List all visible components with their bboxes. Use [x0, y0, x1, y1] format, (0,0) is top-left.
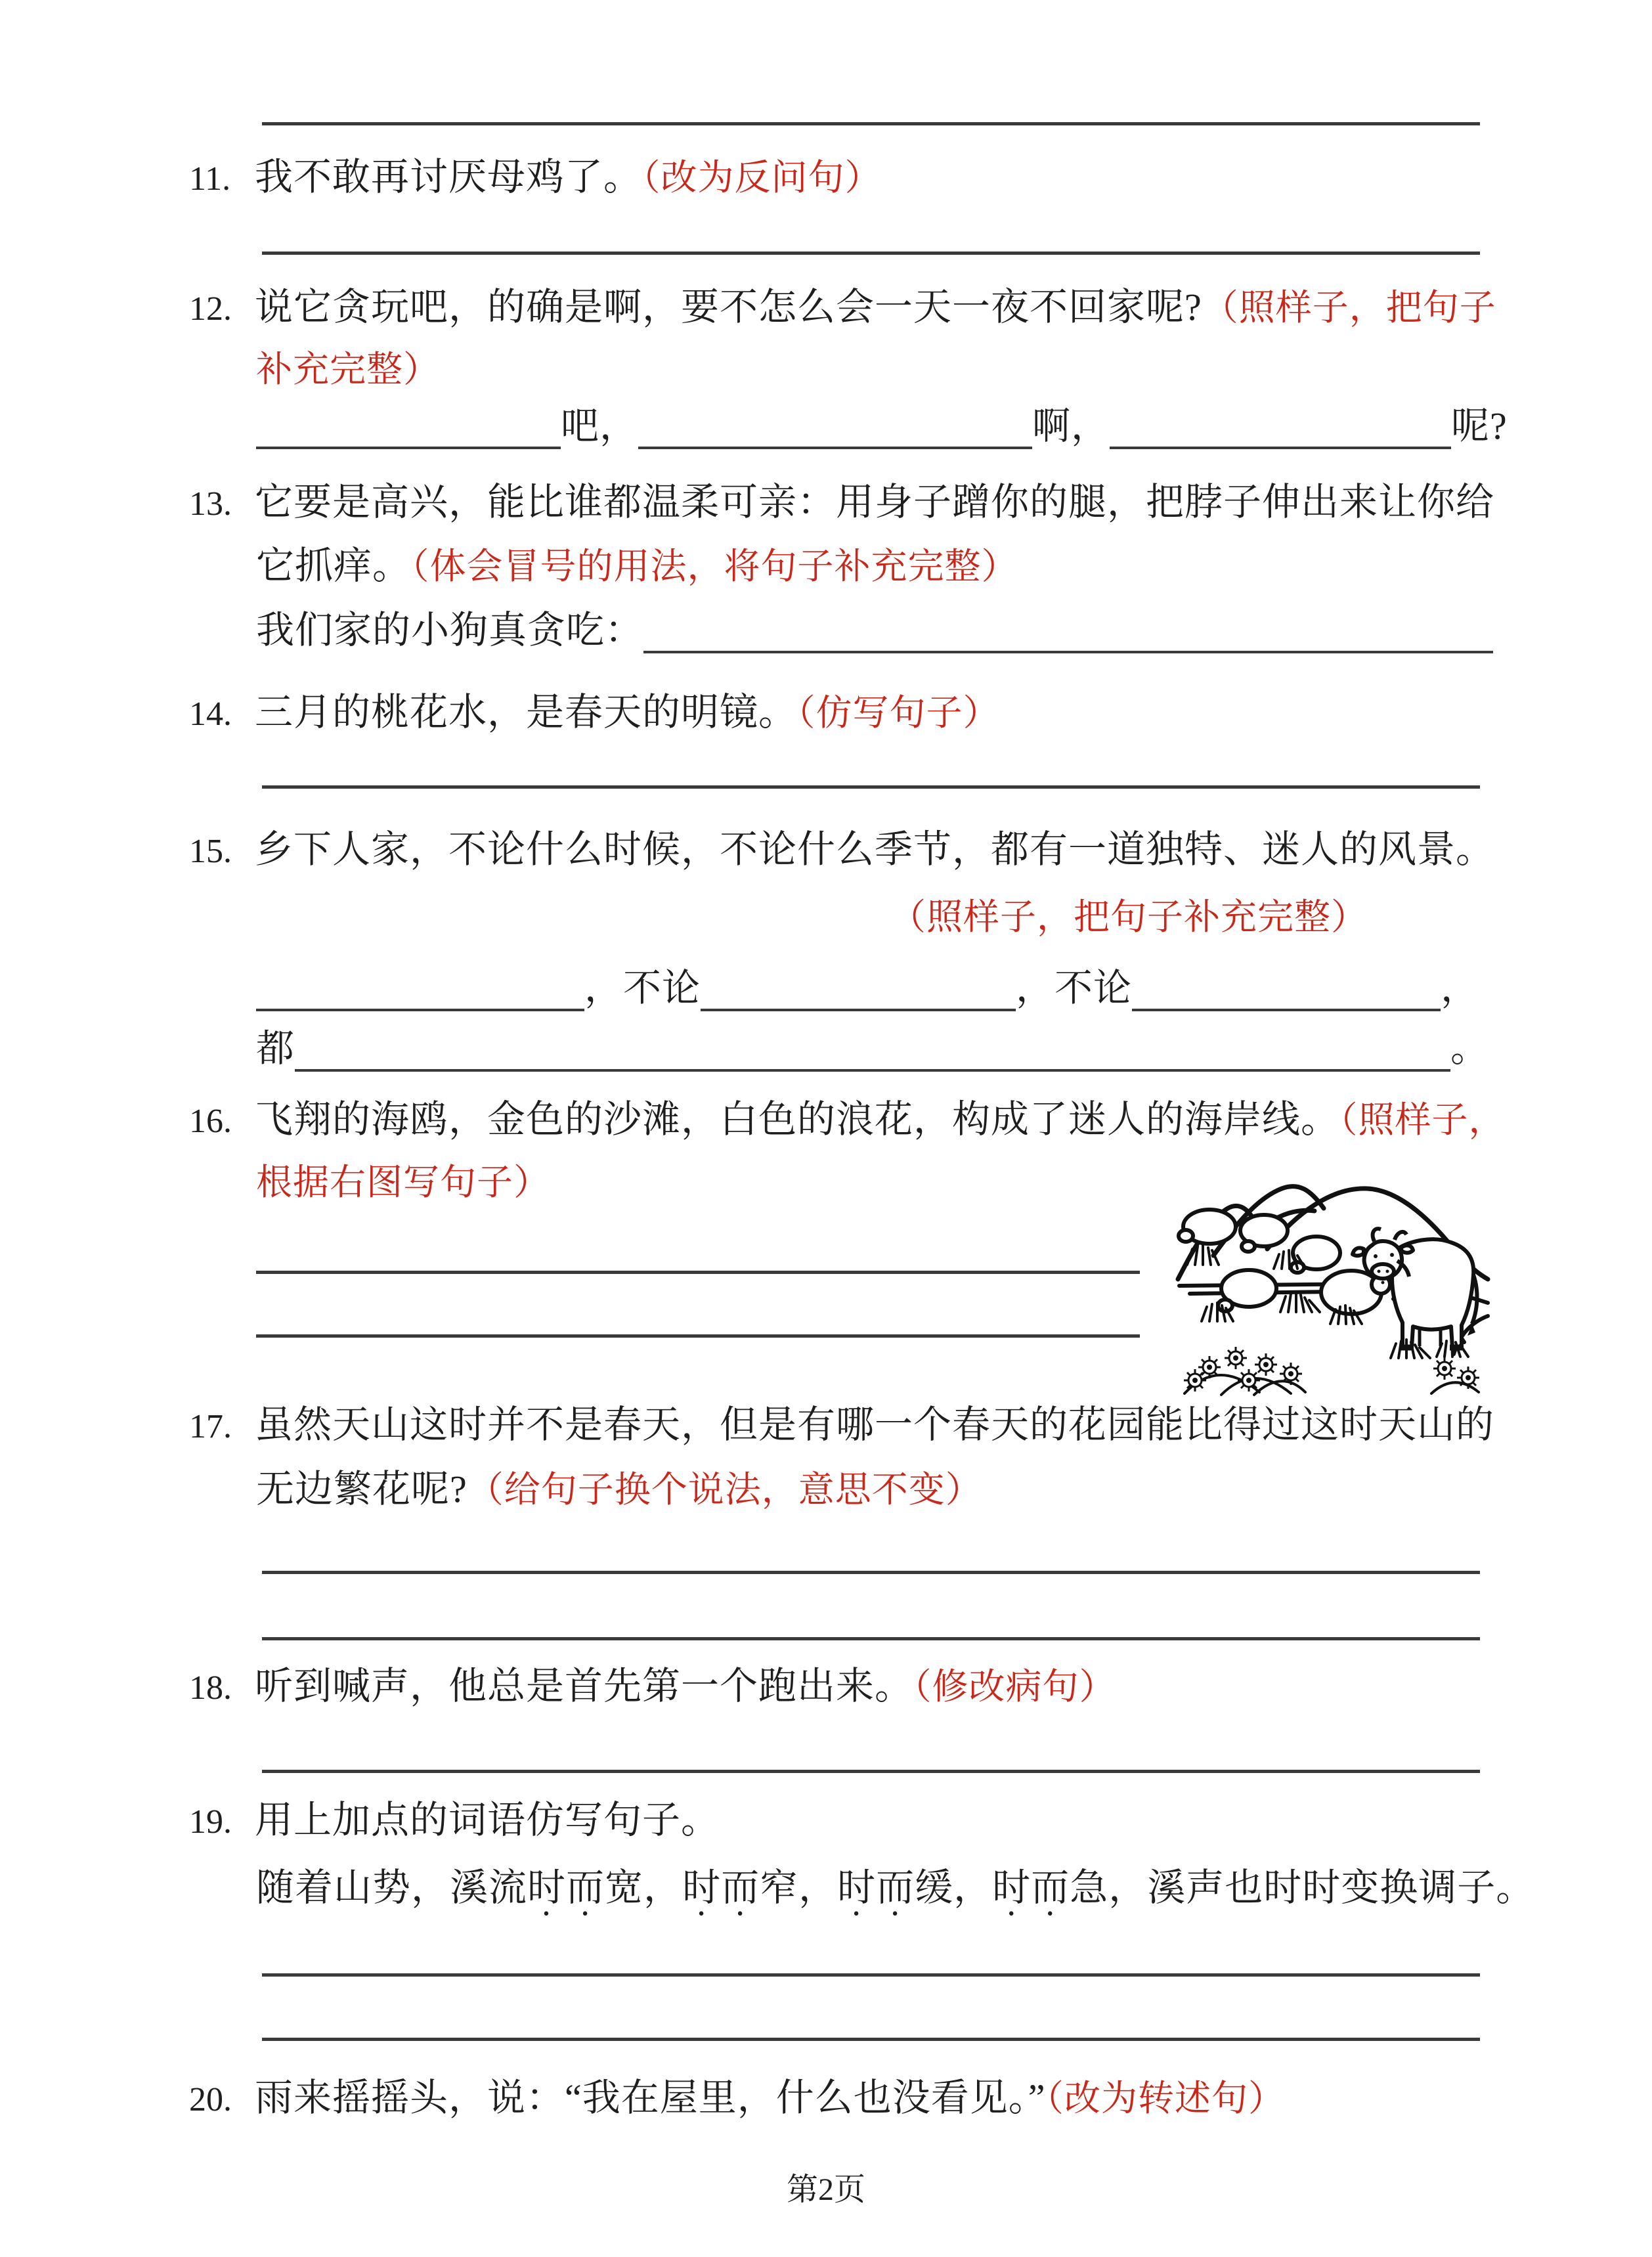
fill-blank	[643, 623, 1493, 653]
question-12	[189, 282, 1496, 333]
fill-blank	[701, 981, 1016, 1011]
question-text: 听到喊声，他总是首先第一个跑出来。	[255, 1665, 914, 1707]
instruction-annotation: （照样子，把句子补充完整）	[890, 897, 1368, 937]
question-15-fill-row2	[256, 1023, 1489, 1074]
question-number: 12.	[189, 290, 232, 328]
fill-prefix: 都	[256, 1027, 295, 1070]
instruction-annotation: 根据右图写句子）	[256, 1162, 551, 1202]
answer-line	[262, 1571, 1480, 1574]
instruction-annotation: 补充完整）	[256, 349, 441, 389]
answer-line	[256, 1271, 1140, 1274]
question-18	[189, 1661, 1116, 1712]
answer-line	[262, 2038, 1480, 2041]
fill-blank	[256, 981, 584, 1011]
question-number: 14.	[189, 695, 232, 733]
fill-punctuation: 。	[1450, 1027, 1490, 1070]
instruction-annotation: （改为转述句）	[1045, 2078, 1286, 2118]
question-11	[189, 152, 882, 203]
question-text: 我不敢再讨厌母鸡了。	[255, 156, 643, 198]
question-19	[189, 1795, 720, 1846]
question-15	[189, 824, 1494, 875]
instruction-annotation: （修改病句）	[913, 1667, 1116, 1707]
question-17	[189, 1399, 1494, 1451]
fill-particle: 呢?	[1451, 405, 1508, 447]
question-number: 11.	[189, 160, 231, 198]
answer-line	[256, 1334, 1140, 1338]
question-16	[189, 1094, 1506, 1145]
question-12-fill-row	[256, 401, 1508, 452]
question-text: 虽然天山这时并不是春天，但是有哪一个春天的花园能比得过这时天山的	[255, 1403, 1495, 1446]
fill-blank	[295, 1041, 1450, 1072]
instruction-annotation: （照样子，	[1339, 1100, 1506, 1140]
question-12-annotation-cont	[256, 343, 440, 395]
fill-blank	[256, 419, 561, 449]
question-14	[189, 687, 1000, 738]
question-number: 17.	[189, 1408, 232, 1445]
pasture-illustration	[1175, 1149, 1490, 1412]
page-number: 第2页	[786, 2172, 865, 2207]
question-text: 三月的桃花水，是春天的明镜。	[255, 691, 798, 734]
emphasized-sentence: 随着山势，溪流时而宽，时而窄，时而缓，时而急，溪声也时时变换调子。	[256, 1866, 1535, 1909]
instruction-annotation: （给句子换个说法，意思不变）	[467, 1470, 982, 1510]
fill-particle: 吧，	[561, 405, 639, 447]
question-number: 13.	[189, 485, 232, 523]
question-13-line2	[256, 540, 1018, 592]
answer-line	[262, 1637, 1480, 1640]
instruction-annotation: （体会冒号的用法，将句子补充完整）	[411, 546, 1018, 586]
question-text: 它要是高兴，能比谁都温柔可亲：用身子蹭你的腿，把脖子伸出来让你给	[255, 481, 1495, 523]
question-13-fill-row	[256, 605, 1493, 656]
question-number: 19.	[189, 1803, 232, 1841]
question-text: 雨来摇摇头，说：“我在屋里，什么也没看见。”	[255, 2076, 1046, 2119]
question-number: 15.	[189, 833, 232, 870]
instruction-annotation: （仿写句子）	[797, 693, 1000, 733]
answer-line	[262, 785, 1480, 789]
fill-particle: 啊，	[1032, 405, 1110, 447]
question-17-line2	[256, 1464, 982, 1515]
question-16-annotation-cont	[256, 1156, 550, 1208]
question-text: 用上加点的词语仿写句子。	[255, 1799, 720, 1841]
question-text: 无边繁花呢?	[256, 1468, 467, 1510]
question-number: 16.	[189, 1103, 232, 1140]
instruction-annotation: （改为反问句）	[642, 158, 882, 198]
question-number: 18.	[189, 1669, 232, 1707]
answer-line	[262, 122, 1480, 125]
answer-line	[262, 252, 1480, 255]
question-text: 它抓痒。	[256, 544, 412, 587]
fill-connector: ，不论	[1016, 967, 1133, 1009]
instruction-annotation: （照样子，把句子	[1202, 288, 1496, 328]
question-15-fill-row1	[256, 963, 1479, 1014]
question-20	[189, 2072, 1285, 2124]
question-number: 20.	[189, 2081, 232, 2118]
answer-line	[262, 1973, 1480, 1977]
question-text: 飞翔的海鸥，金色的沙滩，白色的浪花，构成了迷人的海岸线。	[255, 1098, 1340, 1141]
fill-connector: ，不论	[584, 967, 701, 1009]
question-text: 乡下人家，不论什么时候，不论什么季节，都有一道独特、迷人的风景。	[255, 828, 1495, 871]
fill-punctuation: ，	[1441, 967, 1480, 1009]
flower-clusters-icon	[1184, 1347, 1479, 1395]
answer-line	[262, 1770, 1480, 1773]
fill-prompt: 我们家的小狗真贪吃：	[256, 609, 644, 651]
fill-blank	[1132, 981, 1441, 1011]
question-text: 说它贪玩吧，的确是啊，要不怎么会一天一夜不回家呢?	[255, 286, 1202, 328]
fill-blank	[1110, 419, 1451, 449]
question-19-example-sentence	[256, 1862, 1534, 1914]
question-13	[189, 477, 1494, 528]
fill-blank	[638, 419, 1032, 449]
question-15-annotation	[890, 891, 1368, 942]
